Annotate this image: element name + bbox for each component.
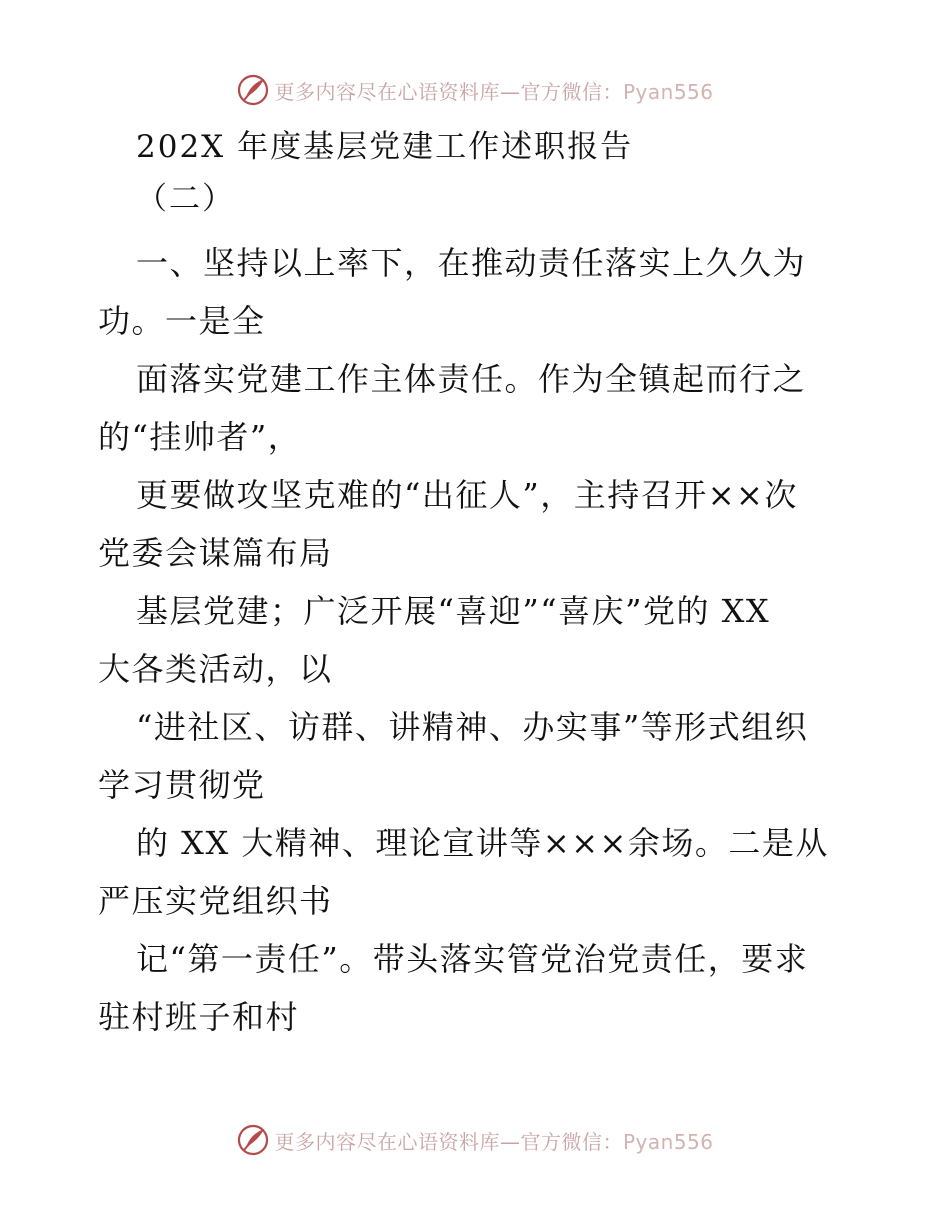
paragraph-line-pair — [98, 582, 858, 698]
paragraph-line: 大各类活动，以 — [98, 650, 333, 688]
document-subtitle: （二） — [136, 181, 235, 217]
paragraph-line-pair — [98, 234, 858, 350]
paragraph-line: 学习贯彻党 — [98, 766, 266, 804]
document-title: 202X 年度基层党建工作述职报告 — [136, 129, 634, 165]
feather-pen-logo-icon — [236, 73, 270, 107]
watermark-footer — [0, 1120, 950, 1160]
paragraph-line: 的“挂帅者”， — [98, 418, 302, 456]
paragraph-line-pair — [98, 698, 858, 814]
document-body — [98, 122, 858, 1046]
paragraph-line: 党委会谋篇布局 — [98, 534, 333, 572]
paragraph-line: 驻村班子和村 — [98, 998, 300, 1036]
watermark-header — [0, 70, 950, 110]
paragraph-line: “进社区、访群、讲精神、办实事”等形式组织 — [136, 708, 809, 746]
watermark-wechat-id: Pyan556 — [622, 79, 714, 104]
paragraph-line: 严压实党组织书 — [98, 882, 333, 920]
paragraph-line: 记“第一责任”。带头落实管党治党责任，要求 — [136, 940, 809, 978]
paragraph-line-pair — [98, 466, 858, 582]
paragraph-line: 功。一是全 — [98, 302, 266, 340]
watermark-text: 更多内容尽在心语资料库—官方微信： — [274, 1129, 623, 1154]
paragraph-line: 一、坚持以上率下，在推动责任落实上久久为 — [136, 244, 807, 282]
paragraph-line: 的 XX 大精神、理论宣讲等×××余场。二是从 — [136, 824, 829, 862]
feather-pen-logo-icon — [236, 1123, 270, 1157]
paragraph-line-pair — [98, 350, 858, 466]
watermark-text: 更多内容尽在心语资料库—官方微信： — [274, 79, 623, 104]
paragraph-line-pair — [98, 930, 858, 1046]
paragraph-line: 面落实党建工作主体责任。作为全镇起而行之 — [136, 360, 807, 398]
paragraph-line: 基层党建；广泛开展“喜迎”“喜庆”党的 XX — [136, 592, 771, 630]
paragraph-line-pair — [98, 814, 858, 930]
watermark-wechat-id: Pyan556 — [622, 1129, 714, 1154]
paragraph-line: 更要做攻坚克难的“出征人”，主持召开××次 — [136, 476, 798, 514]
